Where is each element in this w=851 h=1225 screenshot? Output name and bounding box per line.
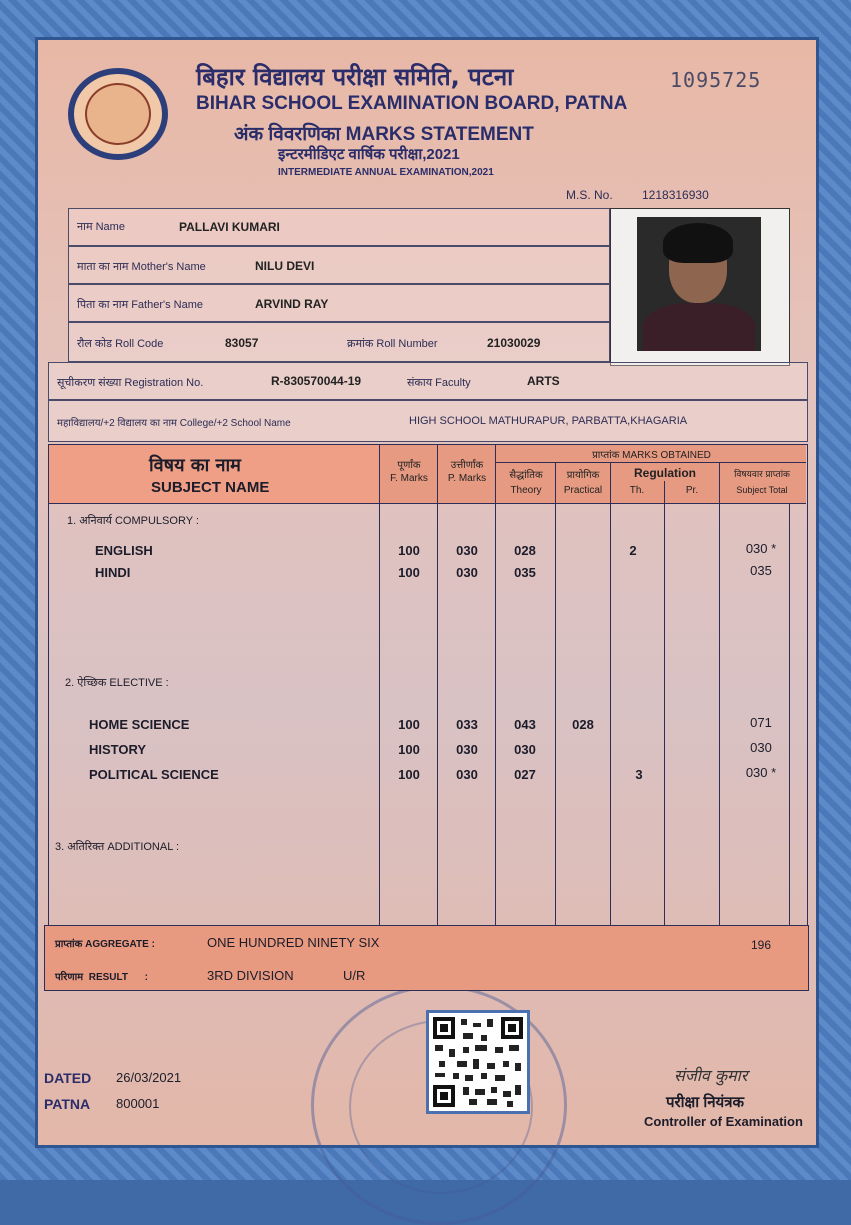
serial-number: 1095725	[670, 68, 762, 92]
fmarks-header: F. Marks	[390, 473, 428, 484]
pass-marks: 030	[456, 742, 478, 757]
college-row	[48, 400, 808, 442]
aggregate-label: प्राप्तांक AGGREGATE :	[55, 939, 155, 950]
table-header	[49, 445, 806, 504]
subject-header-english: SUBJECT NAME	[151, 479, 270, 496]
total-header-hindi: विषयवार प्राप्तांक	[734, 469, 790, 479]
place-label: PATNA	[44, 1096, 91, 1112]
roll-number-label: क्रमांक Roll Number	[347, 338, 438, 350]
controller-title-english: Controller of Examination	[644, 1114, 803, 1129]
full-marks: 100	[398, 543, 420, 558]
student-name: PALLAVI KUMARI	[179, 220, 280, 234]
marks-table	[48, 444, 808, 927]
regulation-th: 3	[635, 767, 643, 782]
fmarks-header-hindi: पूर्णांक	[397, 460, 421, 471]
mother-name: NILU DEVI	[255, 259, 315, 273]
college-label: महाविद्यालय/+2 विद्यालय का नाम College/+2 School Name	[57, 418, 291, 429]
subject-total: 035	[750, 563, 772, 578]
controller-signature: संजीव कुमार	[674, 1066, 748, 1085]
pmarks-header-hindi: उत्तीर्णांक	[450, 460, 484, 471]
practical-marks: 028	[572, 717, 594, 732]
subject-name: POLITICAL SCIENCE	[89, 767, 219, 782]
pass-marks: 030	[456, 565, 478, 580]
theory-marks: 030	[514, 742, 536, 757]
reg-th-header: Th.	[629, 485, 645, 496]
exam-name-english: INTERMEDIATE ANNUAL EXAMINATION,2021	[278, 167, 494, 178]
reg-pr-header: Pr.	[685, 485, 699, 496]
college-name: HIGH SCHOOL MATHURAPUR, PARBATTA,KHAGARIA	[409, 415, 688, 427]
full-marks: 100	[398, 742, 420, 757]
section-additional: 3. अतिरिक्त ADDITIONAL :	[55, 841, 180, 853]
section-compulsory: 1. अनिवार्य COMPULSORY :	[67, 515, 199, 527]
theory-marks: 028	[514, 543, 536, 558]
subject-total: 071	[750, 715, 772, 730]
total-header: Subject Total	[736, 485, 788, 495]
subject-name: HINDI	[95, 565, 131, 580]
subject-name: ENGLISH	[95, 543, 153, 558]
pass-marks: 030	[456, 767, 478, 782]
result-label: परिणाम RESULT :	[55, 972, 148, 983]
registration-number: R-830570044-19	[271, 374, 362, 388]
subject-name: HOME SCIENCE	[89, 717, 190, 732]
aggregate-box	[44, 925, 809, 991]
qr-code	[426, 1010, 530, 1114]
practical-header-hindi: प्रायोगिक	[566, 470, 600, 481]
subject-total: 030 *	[745, 541, 777, 556]
name-label: नाम Name	[77, 221, 125, 233]
name-row	[68, 208, 610, 246]
board-emblem	[68, 68, 168, 160]
document-subtitle: अंक विवरणिका MARKS STATEMENT	[234, 124, 534, 145]
dated-label: DATED	[44, 1070, 92, 1086]
theory-marks: 043	[514, 717, 536, 732]
marks-statement	[38, 40, 816, 1145]
issue-date: 26/03/2021	[116, 1070, 182, 1085]
subject-total: 030	[750, 740, 772, 755]
faculty-label: संकाय Faculty	[407, 377, 471, 389]
roll-code-label: रौल कोड Roll Code	[77, 338, 164, 350]
ms-no-label: M.S. No.	[566, 188, 613, 202]
regulation-header: Regulation	[634, 466, 696, 480]
theory-header-hindi: सैद्धांतिक	[509, 470, 543, 481]
aggregate-words: ONE HUNDRED NINETY SIX	[207, 935, 380, 950]
controller-title-hindi: परीक्षा नियंत्रक	[666, 1094, 745, 1111]
theory-marks: 027	[514, 767, 536, 782]
subject-total: 030 *	[745, 765, 777, 780]
registration-label: सूचीकरण संख्या Registration No.	[57, 377, 204, 389]
board-title-hindi: बिहार विद्यालय परीक्षा समिति, पटना	[196, 63, 514, 91]
section-elective: 2. ऐच्छिक ELECTIVE :	[65, 677, 169, 689]
roll-number: 21030029	[487, 336, 541, 350]
board-title-english: BIHAR SCHOOL EXAMINATION BOARD, PATNA	[196, 93, 628, 114]
ms-no-value: 1218316930	[642, 188, 709, 202]
theory-marks: 035	[514, 565, 536, 580]
marks-obtained-header: प्राप्तांक MARKS OBTAINED	[592, 450, 711, 461]
father-name: ARVIND RAY	[255, 297, 329, 311]
pmarks-header: P. Marks	[447, 473, 487, 484]
practical-header: Practical	[563, 485, 603, 496]
father-label: पिता का नाम Father's Name	[77, 299, 204, 311]
result-division: 3RD DIVISION	[207, 968, 294, 983]
student-photo	[610, 208, 790, 366]
aggregate-value: 196	[751, 938, 772, 952]
subject-name: HISTORY	[89, 742, 147, 757]
full-marks: 100	[398, 717, 420, 732]
mother-row	[68, 246, 610, 284]
faculty: ARTS	[527, 374, 560, 388]
subject-header-hindi: विषय का नाम	[149, 455, 241, 476]
roll-row	[68, 322, 610, 362]
pass-marks: 030	[456, 543, 478, 558]
theory-header: Theory	[510, 485, 542, 496]
result-category: U/R	[343, 968, 366, 983]
mother-label: माता का नाम Mother's Name	[77, 261, 206, 273]
exam-name-hindi: इन्टरमीडिएट वार्षिक परीक्षा,2021	[278, 146, 460, 163]
roll-code: 83057	[225, 336, 259, 350]
regulation-th: 2	[629, 543, 637, 558]
full-marks: 100	[398, 565, 420, 580]
registration-row	[48, 362, 808, 400]
father-row	[68, 284, 610, 322]
full-marks: 100	[398, 767, 420, 782]
pass-marks: 033	[456, 717, 478, 732]
pin-code: 800001	[116, 1096, 160, 1111]
